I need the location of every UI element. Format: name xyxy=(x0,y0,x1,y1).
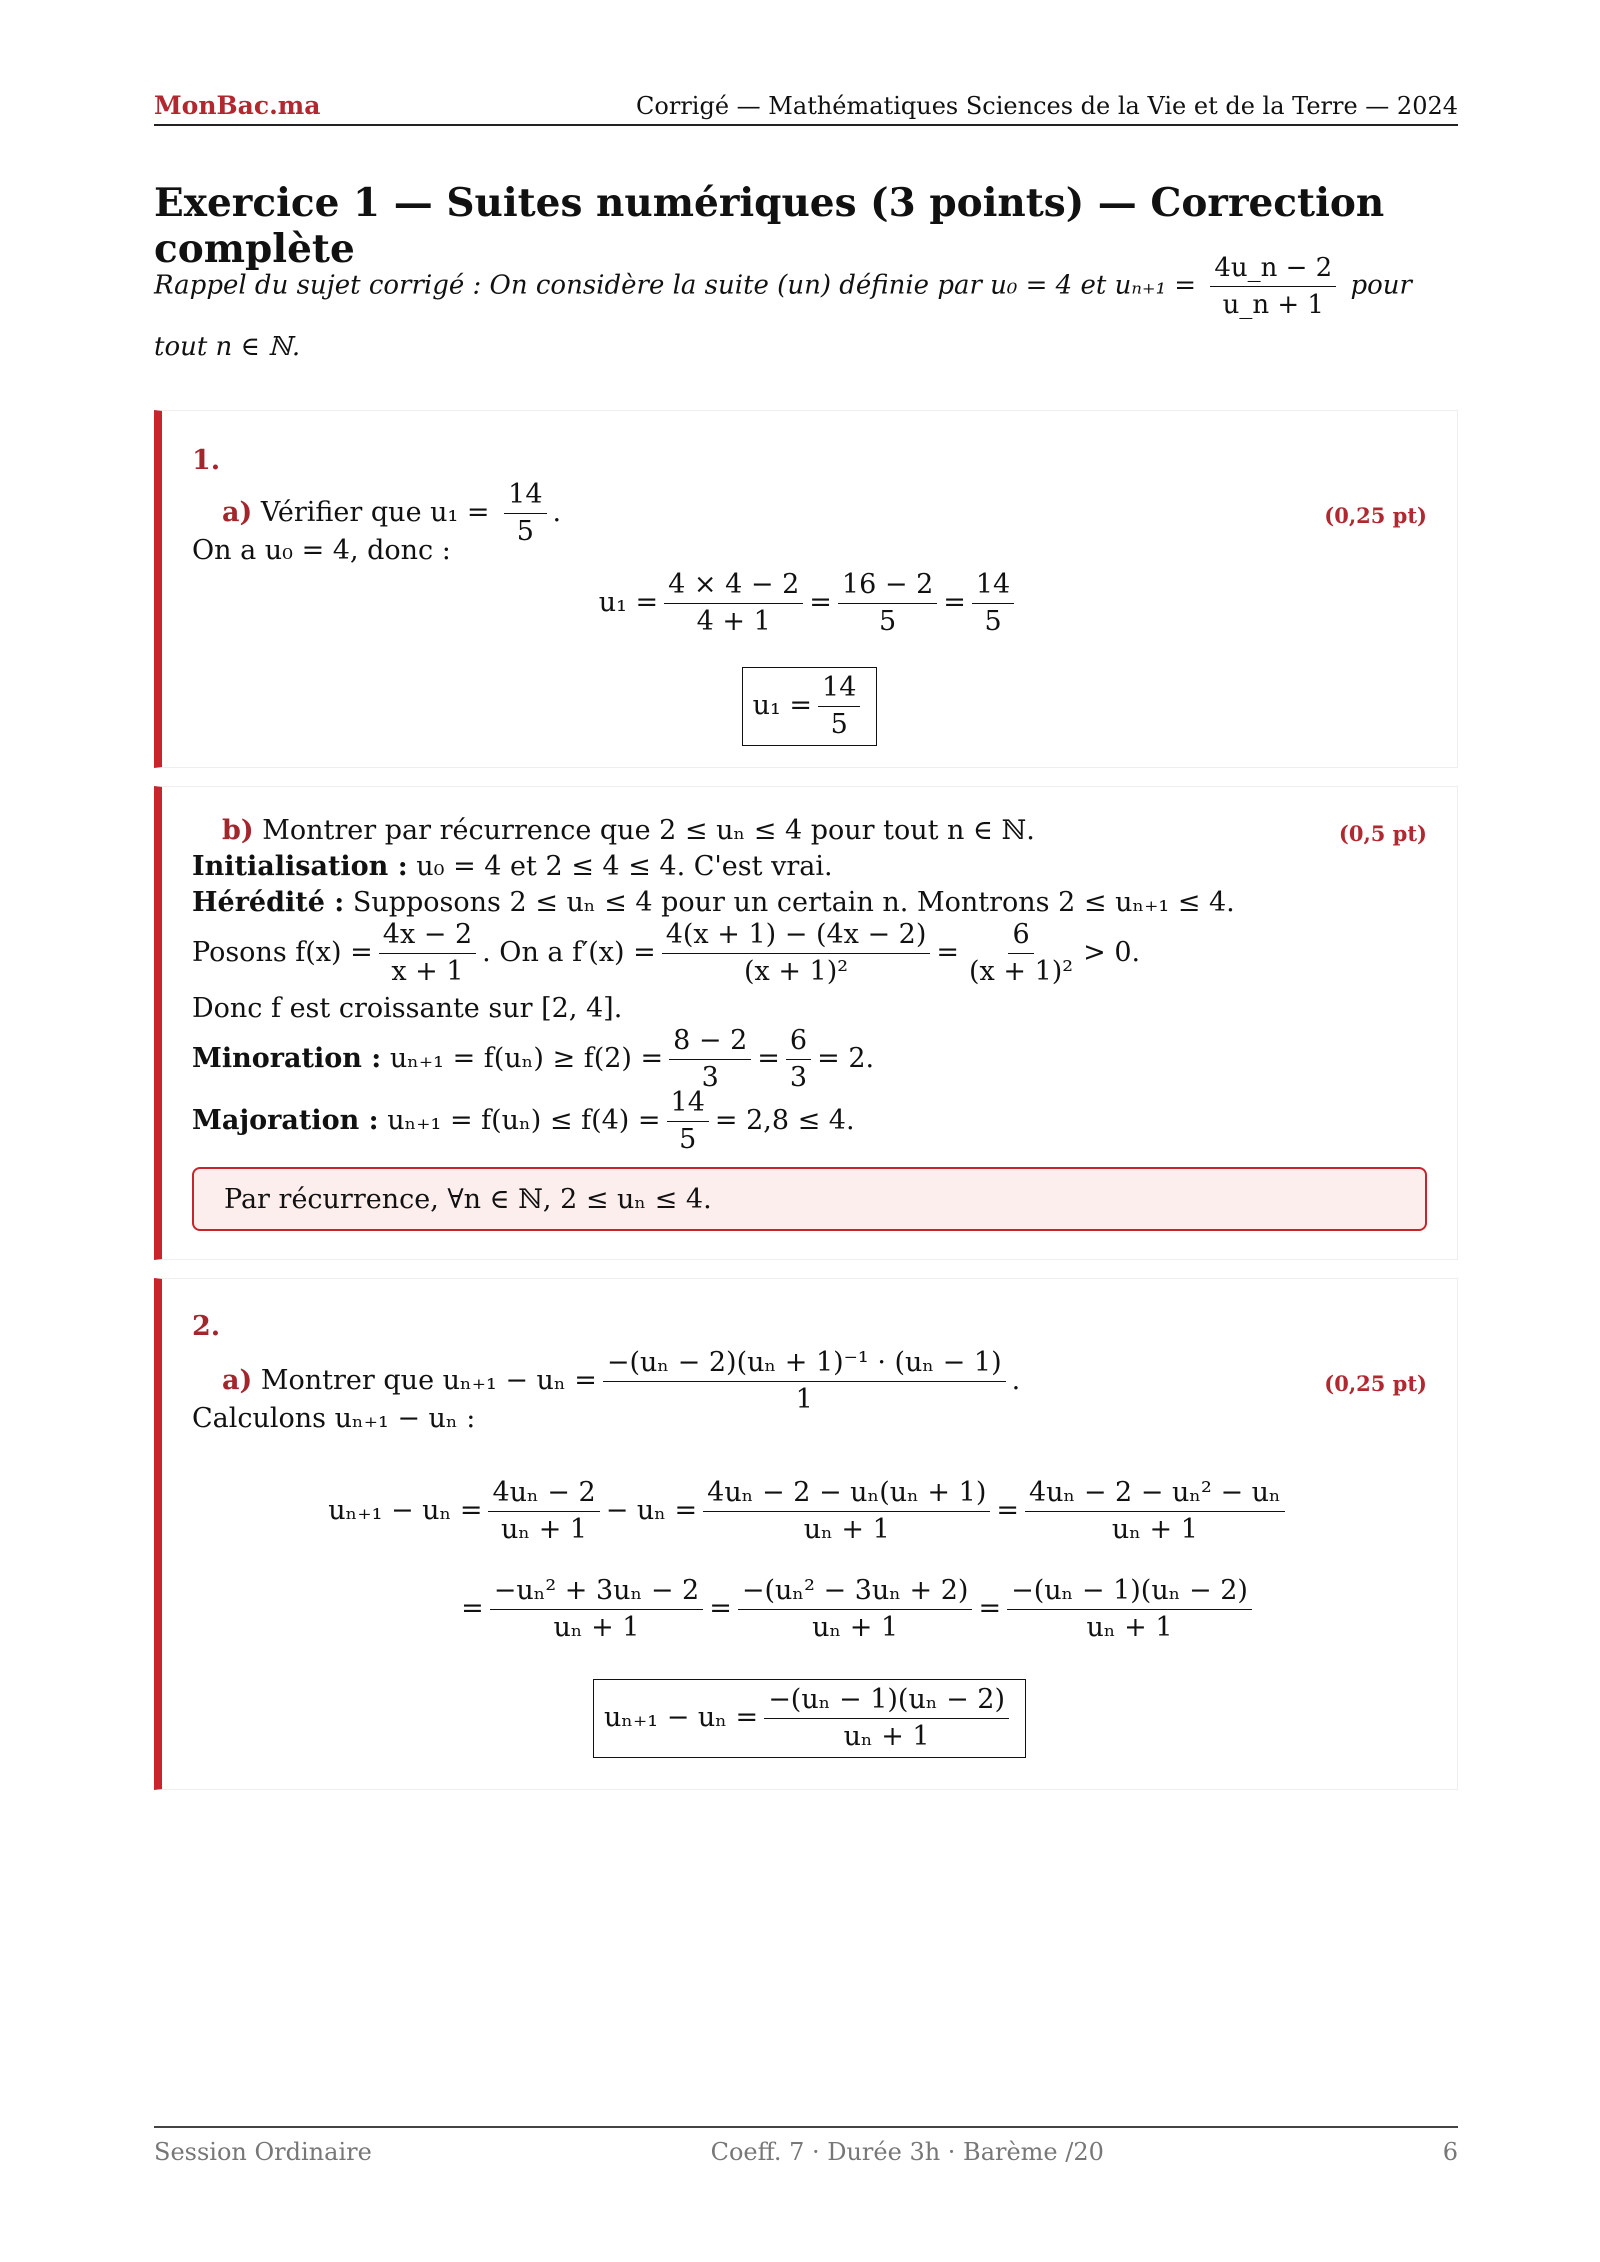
exercise-title: Exercice 1 — Suites numériques (3 points) — Correction complète xyxy=(154,180,1385,272)
initialisation-line: Initialisation : u₀ = 4 et 2 ≤ 4 ≤ 4. C'est vrai. xyxy=(192,851,833,882)
majoration-line: Majoration : uₙ₊₁ = f(uₙ) ≤ f(4) = $\frac{14}{5}$ = 2,8 ≤ 4. xyxy=(192,1087,855,1155)
brand-logo[interactable]: MonBac.ma xyxy=(154,91,321,120)
page-number: 6 xyxy=(1442,2138,1458,2166)
boxed-result-difference: uₙ₊₁ − uₙ = $\frac{\text{−(uₙ − 1)(uₙ − 2)}}{\text{uₙ + 1}}$ xyxy=(192,1679,1427,1758)
question-1b-statement: b) Montrer par récurrence que 2 ≤ uₙ ≤ 4 pour tout n ∈ ℕ. xyxy=(222,815,1035,846)
rappel-text: Rappel du sujet corrigé : On considère la suite (un) définie par u₀ = 4 et uₙ₊₁ = $\frac{4u\_n - 2}{u\_n + 1}$ pour tout n ∈ ℕ. xyxy=(154,250,1458,371)
question-1a-statement: a) Vérifier que u₁ = $\frac{14}{5}$ . xyxy=(222,479,562,547)
croissante-line: Donc f est croissante sur [2, 4]. xyxy=(192,993,623,1024)
points-badge: (0,25 pt) xyxy=(1324,503,1427,528)
question-2a-statement: a) Montrer que uₙ₊₁ − uₙ = $\frac{\text{−(uₙ − 2)(uₙ + 1)⁻¹ · (uₙ − 1)}}{1}$ . xyxy=(222,1347,1021,1415)
points-badge: (0,25 pt) xyxy=(1324,1371,1427,1396)
conclusion-callout: Par récurrence, ∀n ∈ ℕ, 2 ≤ uₙ ≤ 4. xyxy=(192,1167,1427,1231)
page-footer xyxy=(154,2126,1458,2166)
page-header xyxy=(154,90,1458,126)
calc-u1: u₁ = $\frac{4 \times 4 - 2}{4 + 1}$ = $\frac{16 - 2}{5}$ = $\frac{14}{5}$ xyxy=(192,567,1427,640)
calc-intro: On a u₀ = 4, donc : xyxy=(192,535,451,566)
header-subject: Corrigé — Mathématiques Sciences de la Vie et de la Terre — 2024 xyxy=(636,92,1458,120)
question-1b-box xyxy=(154,786,1458,1260)
calc-line-2: = $\frac{\text{−uₙ² + 3uₙ − 2}}{\text{uₙ + 1}}$ = $\frac{\text{−(uₙ² − 3uₙ + 2)}}{\text{uₙ + 1}}$ = $\frac{\text{−(uₙ − 1)(uₙ − 2)}}{\text{uₙ + 1}}$ xyxy=(192,1573,1427,1646)
footer-session: Session Ordinaire xyxy=(154,2138,372,2166)
question-number: 2. xyxy=(192,1311,221,1342)
recurrence-fraction: $\frac{4u\_n - 2}{u\_n + 1}$ xyxy=(1210,250,1336,323)
heredite-line: Hérédité : Supposons 2 ≤ uₙ ≤ 4 pour un certain n. Montrons 2 ≤ uₙ₊₁ ≤ 4. xyxy=(192,887,1235,918)
question-number: 1. xyxy=(192,445,221,476)
minoration-line: Minoration : uₙ₊₁ = f(uₙ) ≥ f(2) = $\frac{8 - 2}{3}$ = $\frac{6}{3}$ = 2. xyxy=(192,1025,875,1093)
boxed-result-u1: u₁ = $\frac{14}{5}$ xyxy=(192,667,1427,746)
calc-intro: Calculons uₙ₊₁ − uₙ : xyxy=(192,1403,476,1434)
page xyxy=(154,0,1458,2262)
points-badge: (0,5 pt) xyxy=(1338,821,1427,846)
footer-meta: Coeff. 7 · Durée 3h · Barème /20 xyxy=(710,2138,1104,2166)
question-1a-box xyxy=(154,410,1458,768)
calc-line-1: uₙ₊₁ − uₙ = $\frac{\text{4uₙ − 2}}{\text{uₙ + 1}}$ − uₙ = $\frac{\text{4uₙ − 2 − uₙ(uₙ + 1)}}{\text{uₙ + 1}}$ = $\frac{\text{4uₙ − 2 − uₙ² − uₙ}}{\text{uₙ + 1}}$ xyxy=(192,1475,1427,1548)
derivative-line: Posons f(x) = $\frac{4x - 2}{x + 1}$ . On a f′(x) = $\frac{4(x + 1) - (4x - 2)}{\text{(x + 1)²}}$ = $\frac{6}{\text{(x + 1)²}}$ > 0. xyxy=(192,919,1141,987)
question-2a-box xyxy=(154,1278,1458,1790)
